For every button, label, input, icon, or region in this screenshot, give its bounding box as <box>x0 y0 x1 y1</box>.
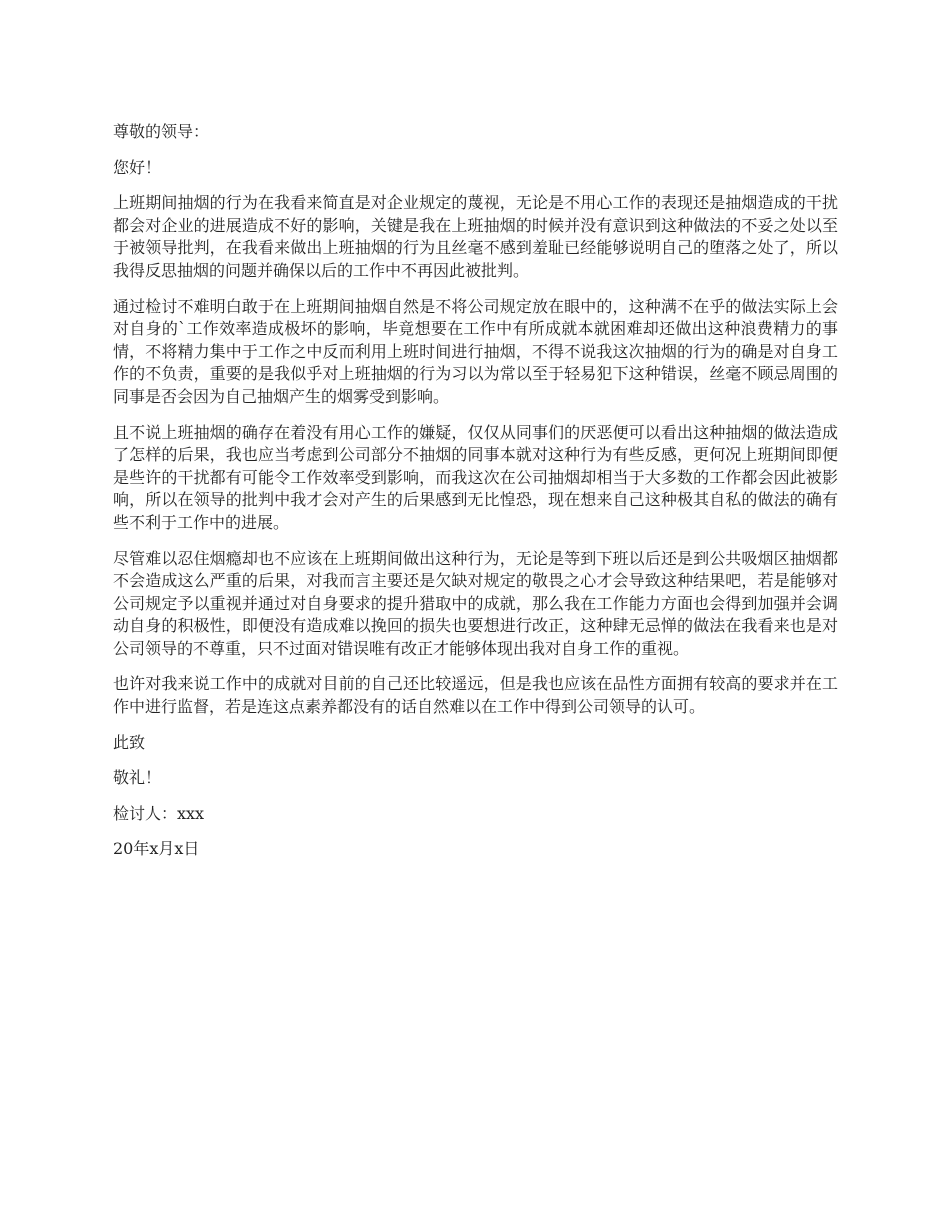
salutation: 尊敬的领导： <box>113 122 210 141</box>
body-paragraph-5: 也许对我来说工作中的成就对目前的自己还比较遥远，但是我也应该在品性方面拥有较高的要求并在工作中进行监督，若是连这点素养都没有的话自然难以在工作中得到公司领导的认可。 <box>113 674 838 717</box>
body-paragraph-2: 通过检讨不难明白敢于在上班期间抽烟自然是不将公司规定放在眼中的，这种满不在乎的做法实际上会对自身的`工作效率造成极坏的影响，毕竟想要在工作中有所成就本就困难却还做出这种浪费精力的事情，不将精力集中于工作之中反而利用上班时间进行抽烟，不得不说我这次抽烟的行为的确是对自身工作的不负责，重要的是我似乎对上班抽烟的行为习以为常以至于轻易犯下这种错误，丝毫不顾忌周围的同事是否会因为自己抽烟产生的烟雾受到影响。 <box>113 296 838 406</box>
greeting: 您好！ <box>113 157 162 177</box>
letter-page <box>113 121 838 874</box>
closing-line-2: 敬礼！ <box>113 768 162 788</box>
body-paragraph-3: 且不说上班抽烟的确存在着没有用心工作的嫌疑，仅仅从同事们的厌恶便可以看出这种抽烟的做法造成了怎样的后果，我也应当考虑到公司部分不抽烟的同事本就对这种行为有些反感，更何况上班期间即便是些许的干扰都有可能令工作效率受到影响，而我这次在公司抽烟却相当于大多数的工作都会因此被影响，所以在领导的批判中我才会对产生的后果感到无比惶恐，现在想来自己这种极其自私的做法的确有些不利于工作中的进展。 <box>113 422 838 532</box>
date: 20年x月x日 <box>113 839 200 859</box>
signature: 检讨人：xxx <box>113 803 205 823</box>
closing-line-1: 此致 <box>113 732 146 752</box>
body-paragraph-4: 尽管难以忍住烟瘾却也不应该在上班期间做出这种行为，无论是等到下班以后还是到公共吸烟区抽烟都不会造成这么严重的后果，对我而言主要还是欠缺对规定的敬畏之心才会导致这种结果吧，若是能够对公司规定予以重视并通过对自身要求的提升猎取中的成就，那么我在工作能力方面也会得到加强并会调动自身的积极性，即便没有造成难以挽回的损失也要想进行改正，这种肆无忌惮的做法在我看来也是对公司领导的不尊重，只不过面对错误唯有改正才能够体现出我对自身工作的重视。 <box>113 548 838 658</box>
body-paragraph-1: 上班期间抽烟的行为在我看来简直是对企业规定的蔑视，无论是不用心工作的表现还是抽烟造成的干扰都会对企业的进展造成不好的影响，关键是我在上班抽烟的时候并没有意识到这种做法的不妥之处以至于被领导批判，在我看来做出上班抽烟的行为且丝毫不感到羞耻已经能够说明自己的堕落之处了，所以我得反思抽烟的问题并确保以后的工作中不再因此被批判。 <box>113 193 838 280</box>
